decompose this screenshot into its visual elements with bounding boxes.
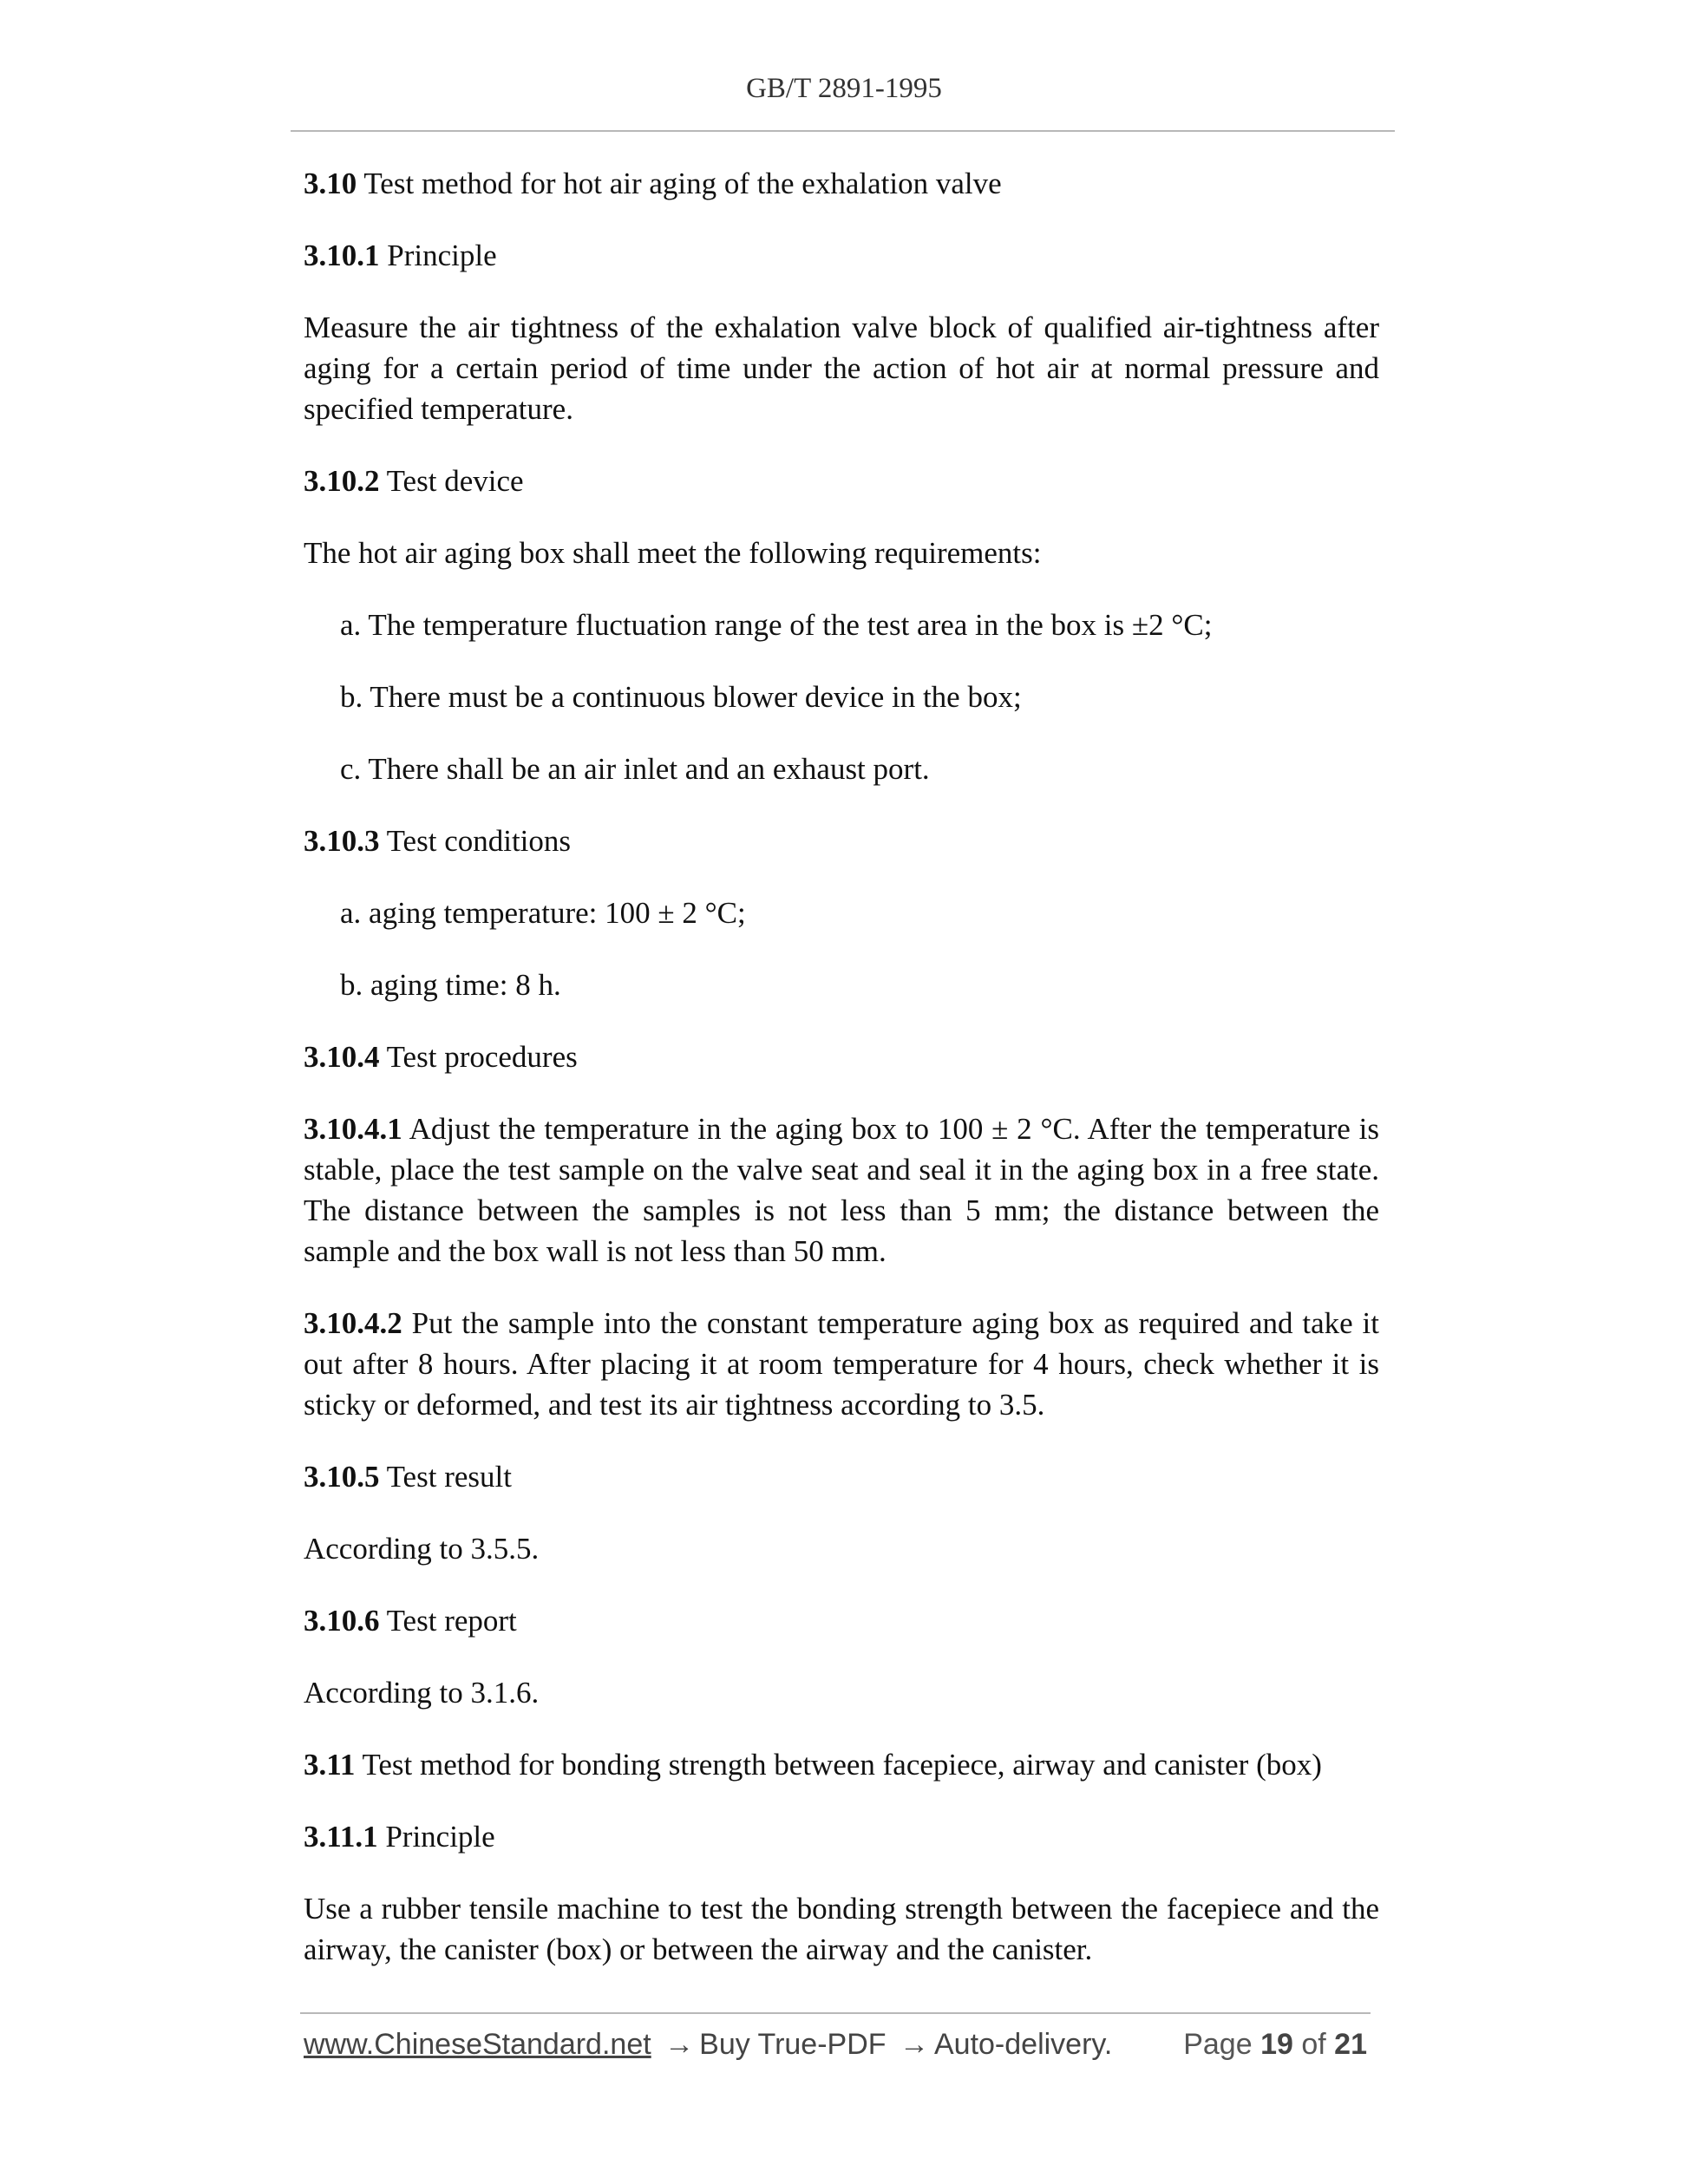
section-title: Test method for bonding strength between facepiece, airway and canister (box) <box>362 1748 1322 1782</box>
section-number: 3.10.4 <box>304 1040 380 1074</box>
section-number: 3.10 <box>304 167 357 200</box>
section-title: Test conditions <box>386 824 572 858</box>
list-item: c. There shall be an air inlet and an exhaust port. <box>340 752 930 786</box>
clause-text: Put the sample into the constant temperature aging box as required and take it out after 8 hours. After placing it at room temperature for 4 hours, check whether it is sticky or deformed, and test its air tightness according to 3.5. <box>304 1306 1379 1422</box>
section-number: 3.10.6 <box>304 1604 380 1638</box>
numbered-paragraph <box>304 1108 1379 1272</box>
header-divider <box>291 130 1395 132</box>
footer-promo <box>304 2028 1112 2062</box>
section-number: 3.10.3 <box>304 824 380 858</box>
section-heading <box>304 1600 1379 1641</box>
page-label: Page <box>1183 2028 1253 2061</box>
section-title: Test result <box>386 1460 512 1494</box>
section-heading <box>304 1036 1379 1077</box>
clause-number: 3.10.4.2 <box>304 1306 402 1340</box>
section-title: Test report <box>386 1604 517 1638</box>
section-title: Test method for hot air aging of the exhalation valve <box>363 167 1002 200</box>
numbered-paragraph <box>304 1303 1379 1425</box>
website-link[interactable]: www.ChineseStandard.net <box>304 2028 651 2061</box>
section-number: 3.10.1 <box>304 239 380 272</box>
list-item: a. The temperature fluctuation range of the test area in the box is ±2 °C; <box>340 608 1213 642</box>
footer-divider <box>300 2012 1371 2014</box>
section-heading <box>304 1744 1379 1785</box>
list-item: b. There must be a continuous blower device in the box; <box>340 680 1022 714</box>
arrow-right-icon: → <box>899 2028 929 2061</box>
body-paragraph: The hot air aging box shall meet the following requirements: <box>304 536 1042 570</box>
document-body <box>304 163 1379 2001</box>
section-heading <box>304 1456 1379 1497</box>
page-of-label: of <box>1301 2028 1326 2061</box>
section-number: 3.10.5 <box>304 1460 380 1494</box>
page-indicator <box>1183 2028 1367 2062</box>
section-heading <box>304 821 1379 861</box>
list-item: b. aging time: 8 h. <box>340 968 561 1002</box>
auto-delivery-text: Auto-delivery. <box>933 2028 1113 2061</box>
section-heading <box>304 1816 1379 1857</box>
list-item: a. aging temperature: 100 ± 2 °C; <box>340 896 746 930</box>
section-title: Principle <box>385 1820 495 1854</box>
buy-true-pdf-text: Buy True-PDF <box>699 2028 887 2061</box>
page-total: 21 <box>1334 2028 1367 2061</box>
section-title: Test procedures <box>386 1040 578 1074</box>
section-heading <box>304 461 1379 501</box>
section-title: Principle <box>387 239 497 272</box>
clause-number: 3.10.4.1 <box>304 1112 402 1146</box>
section-heading <box>304 235 1379 276</box>
section-number: 3.10.2 <box>304 464 380 498</box>
section-number: 3.11.1 <box>304 1820 378 1854</box>
section-title: Test device <box>386 464 524 498</box>
clause-text: Adjust the temperature in the aging box to 100 ± 2 °C. After the temperature is stable, place the test sample on the valve seat and seal it in the aging box in a free state. The distance between the samples is not less than 5 mm; the distance between the sample and the box wall is not less than 50 mm. <box>304 1112 1379 1268</box>
arrow-right-icon: → <box>664 2028 695 2061</box>
document-header-title: GB/T 2891-1995 <box>746 73 942 104</box>
body-paragraph: Measure the air tightness of the exhalation valve block of qualified air-tightness after aging for a certain period of time under the action of hot air at normal pressure and specified temperature. <box>304 311 1379 426</box>
body-paragraph: According to 3.5.5. <box>304 1532 540 1566</box>
page-current: 19 <box>1260 2028 1293 2061</box>
section-heading <box>304 163 1379 204</box>
body-paragraph: According to 3.1.6. <box>304 1676 540 1710</box>
section-number: 3.11 <box>304 1748 356 1782</box>
body-paragraph: Use a rubber tensile machine to test the bonding strength between the facepiece and the airway, the canister (box) or between the airway and the canister. <box>304 1892 1379 1966</box>
